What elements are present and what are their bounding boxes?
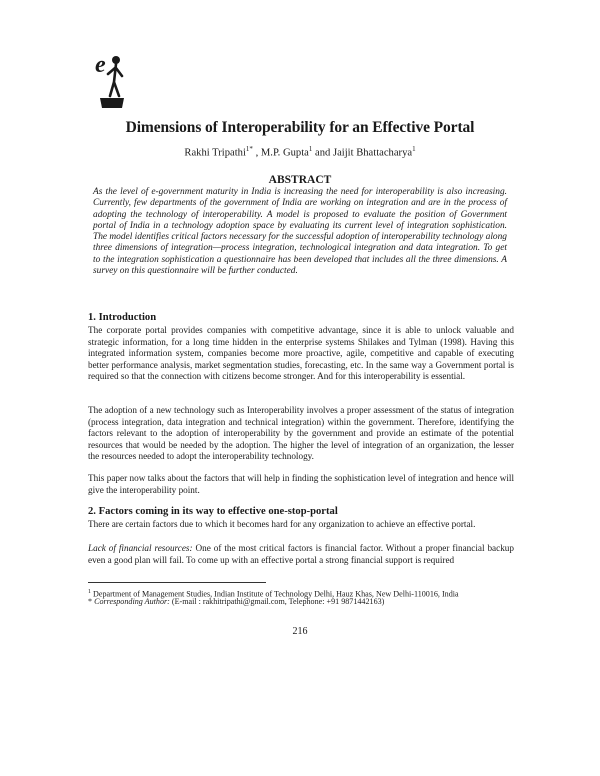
page-number: 216 <box>292 626 308 637</box>
author-name: Jaijit Bhattacharya <box>332 147 413 159</box>
author-separator: , <box>252 147 261 159</box>
author-separator: and <box>312 147 333 159</box>
abstract-text: As the level of e-government maturity in India is increasing the need for interoperability is also increasing. Currently, few departments of the government of India are working on integration and are in the process of adopting the technology of interoperability. A model is proposed to evaluate the position of Government portal of India in a technology adoption space by evaluating its current level of integration sophistication. The model identifies critical factors necessary for the successful adoption of interoperability technology along three dimensions of integration—process integration, technological integration and data integration. To get to the integration sophistication a questionnaire has been developed that includes all the three dimensions. A survey on this questionnaire will be further conducted. <box>93 187 507 277</box>
author-affiliation-mark: 1 <box>412 145 416 153</box>
svg-text:e: e <box>95 52 106 78</box>
footnote-divider <box>88 582 266 583</box>
author-list <box>0 145 600 159</box>
body-paragraph: There are certain factors due to which it becomes hard for any organization to achieve an effective portal. <box>88 519 476 529</box>
footnote-label: Corresponding Author: <box>94 597 170 606</box>
e-logo-figure-icon <box>94 52 130 112</box>
abstract-heading: ABSTRACT <box>268 174 332 186</box>
author-name: Rakhi Tripathi <box>184 147 246 159</box>
paragraph-lead-term: Lack of financial resources: <box>88 543 193 553</box>
author-affiliation-mark: 1 <box>308 145 313 153</box>
footnote-mark: 1 <box>88 589 91 595</box>
author-name: M.P. Gupta <box>260 147 309 159</box>
author-affiliation-mark: 1* <box>245 145 253 153</box>
section-heading-factors: 2. Factors coming in its way to effective one-stop-portal <box>88 506 338 517</box>
section-heading-introduction: 1. Introduction <box>88 312 157 323</box>
footnote-corresponding-author <box>88 597 528 607</box>
footnote-text: Department of Management Studies, Indian Institute of Technology Delhi, Hauz Khas, New Delhi-110016, India <box>91 589 459 599</box>
paper-title: Dimensions of Interoperability for an Effective Portal <box>125 119 475 136</box>
footnote-mark: * <box>88 597 93 606</box>
paragraph-body: One of the most critical factors is financial factor. Without a proper financial backup even a good plan will fail. To come up with an effective portal a strong financial support is required <box>88 543 514 565</box>
footnote-text: (E-mail : rakhitripathi@gmail.com, Telephone: +91 9871442163) <box>169 597 385 606</box>
body-paragraph <box>88 543 514 566</box>
body-paragraph: The adoption of a new technology such as Interoperability involves a proper assessment of the status of integration (process integration, data integration and technical integration) within the government. Therefore, identifying the factors relevant to the adoption of interoperability by the government and provide an estimate of the potential resources that would be needed by the adoption. The higher the level of integration of an organization, the lesser the resources needed to adopt the interoperability technology. <box>88 405 514 462</box>
body-paragraph: This paper now talks about the factors that will help in finding the sophistication level of integration and hence will give the interoperability point. <box>88 473 514 495</box>
body-paragraph: The corporate portal provides companies with competitive advantage, since it is able to unlock valuable and strategic information, for a long time hidden in the enterprise systems Shilakes and Tylman (1998). Having this integrated information system, companies become more proactive, agile, competitive and capable of executing better performance analysis, market segmentation studies, forecasting, etc. In the same way a Government portal is required so that the connection with citizens become stronger. And for this interoperability is essential. <box>88 325 514 382</box>
